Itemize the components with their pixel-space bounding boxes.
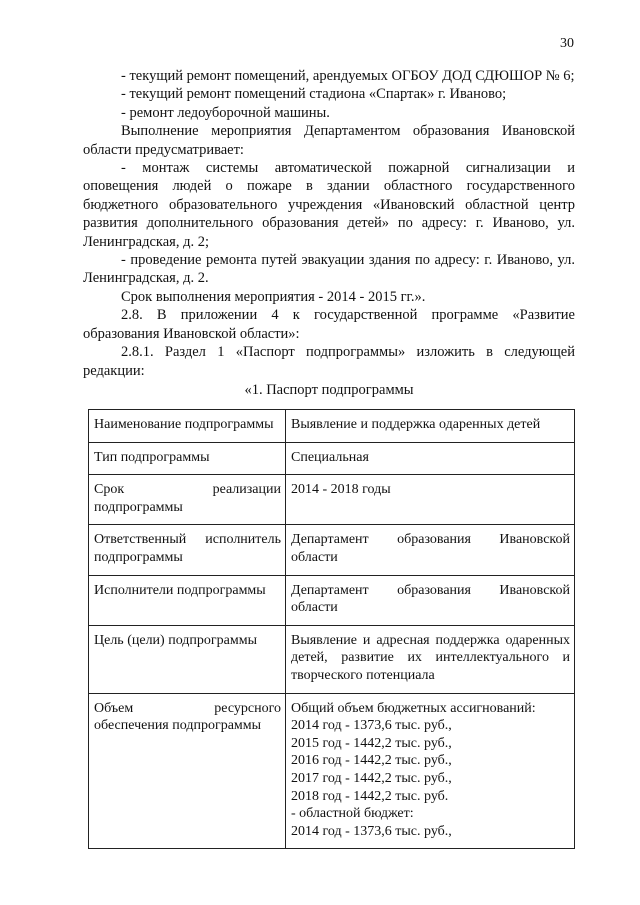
- row-value: Специальная: [286, 442, 575, 475]
- row-value: Департамент образования Ивановской области: [286, 525, 575, 575]
- row-value: [286, 693, 575, 849]
- funding-line: 2014 год - 1373,6 тыс. руб.,: [291, 718, 452, 734]
- funding-line: 2014 год - 1373,6 тыс. руб.,: [291, 823, 452, 839]
- row-value: 2014 - 2018 годы: [286, 475, 575, 525]
- funding-line: 2018 год - 1442,2 тыс. руб.: [291, 788, 449, 804]
- table-row: [89, 525, 575, 575]
- page-number: 30: [560, 36, 574, 51]
- funding-line: 2016 год - 1442,2 тыс. руб.,: [291, 753, 452, 769]
- paragraph: - проведение ремонта путей эвакуации здания по адресу: г. Иваново, ул. Ленинградская, д. 2.: [83, 252, 575, 287]
- paragraph: 2.8. В приложении 4 к государственной программе «Развитие образования Ивановской области»:: [83, 307, 575, 342]
- paragraph: Выполнение мероприятия Департаментом образования Ивановской области предусматривает:: [83, 123, 575, 158]
- row-value: Выявление и адресная поддержка одаренных детей, развитие их интеллектуального и творческого потенциала: [286, 625, 575, 693]
- row-label: Тип подпрограммы: [89, 442, 286, 475]
- paragraph: - текущий ремонт помещений, арендуемых ОГБОУ ДОД СДЮШОР № 6;: [121, 68, 575, 84]
- table-row: [89, 693, 575, 849]
- funding-line: - областной бюджет:: [291, 806, 414, 822]
- table-row: [89, 410, 575, 443]
- row-label: Исполнители подпрограммы: [89, 575, 286, 625]
- table-row: [89, 625, 575, 693]
- paragraph: 2.8.1. Раздел 1 «Паспорт подпрограммы» изложить в следующей редакции:: [83, 344, 575, 379]
- funding-line: 2017 год - 1442,2 тыс. руб.,: [291, 770, 452, 786]
- row-label: Срок реализации подпрограммы: [89, 475, 286, 525]
- row-label: Объем ресурсного обеспечения подпрограммы: [89, 693, 286, 849]
- table-row: [89, 442, 575, 475]
- body-text: [83, 67, 575, 399]
- paragraph: - ремонт ледоуборочной машины.: [121, 104, 330, 121]
- paragraph: - текущий ремонт помещений стадиона «Спартак» г. Иваново;: [121, 86, 507, 103]
- row-value: Выявление и поддержка одаренных детей: [286, 410, 575, 443]
- funding-line: Общий объем бюджетных ассигнований:: [291, 700, 536, 716]
- row-label: Ответственный исполнитель подпрограммы: [89, 525, 286, 575]
- paragraph: Срок выполнения мероприятия - 2014 - 2015 гг.».: [121, 288, 426, 305]
- table-row: [89, 475, 575, 525]
- paragraph: - монтаж системы автоматической пожарной сигнализации и оповещения людей о пожаре в здании областного государственного бюджетного образовательного учреждения «Ивановский областной центр развития дополнительного образования детей» по адресу: г. Иваново, ул. Ленинградская, д. 2;: [83, 160, 575, 250]
- passport-table: [88, 409, 575, 849]
- funding-line: 2015 год - 1442,2 тыс. руб.,: [291, 735, 452, 751]
- row-label: Цель (цели) подпрограммы: [89, 625, 286, 693]
- table-caption: «1. Паспорт подпрограммы: [244, 381, 414, 398]
- table-row: [89, 575, 575, 625]
- row-value: Департамент образования Ивановской области: [286, 575, 575, 625]
- row-label: Наименование подпрограммы: [89, 410, 286, 443]
